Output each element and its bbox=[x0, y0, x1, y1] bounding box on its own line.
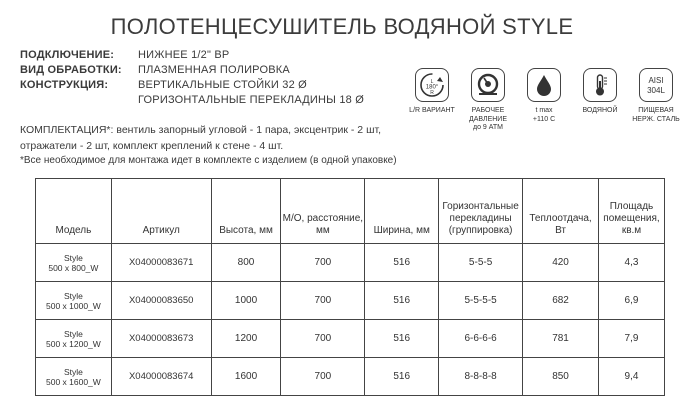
cell-heat: 850 bbox=[523, 358, 599, 396]
spec-label: КОНСТРУКЦИЯ: bbox=[20, 79, 109, 91]
table-row bbox=[36, 282, 665, 320]
feature-caption: L/R ВАРИАНТ bbox=[409, 107, 455, 114]
feature-tmax bbox=[518, 68, 570, 124]
spec-finish bbox=[20, 63, 364, 78]
column-header: Высота, мм bbox=[211, 179, 281, 244]
specs-block bbox=[20, 48, 364, 108]
spec-construction bbox=[20, 78, 364, 108]
feature-pressure bbox=[462, 68, 514, 133]
cell-area: 6,9 bbox=[599, 282, 665, 320]
column-header: Горизонтальные перекладины (группировка) bbox=[439, 179, 523, 244]
cell-heat: 420 bbox=[523, 244, 599, 282]
cell-model: Style 500 x 1000_W bbox=[36, 282, 112, 320]
footnote: *Все необходимое для монтажа идет в комплекте с изделием (в одной упаковке) bbox=[20, 155, 397, 166]
cell-height: 1000 bbox=[211, 282, 281, 320]
feature-caption: РАБОЧЕЕ ДАВЛЕНИЕ до 9 АТМ bbox=[468, 107, 508, 131]
feature-steel bbox=[630, 68, 682, 124]
cell-mo: 700 bbox=[281, 358, 365, 396]
cell-width: 516 bbox=[365, 282, 439, 320]
cell-area: 4,3 bbox=[599, 244, 665, 282]
rotate-180-icon bbox=[415, 68, 449, 102]
cell-article: X04000083650 bbox=[111, 282, 211, 320]
svg-text:AISI: AISI bbox=[648, 76, 664, 85]
cell-bars: 5-5-5-5 bbox=[439, 282, 523, 320]
svg-text:180°: 180° bbox=[425, 84, 439, 91]
page-title: ПОЛОТЕНЦЕСУШИТЕЛЬ ВОДЯНОЙ STYLE bbox=[110, 14, 574, 39]
cell-bars: 6-6-6-6 bbox=[439, 320, 523, 358]
column-header: Модель bbox=[36, 179, 112, 244]
svg-text:L: L bbox=[430, 79, 434, 85]
cell-model: Style 500 x 1200_W bbox=[36, 320, 112, 358]
cell-article: X04000083674 bbox=[111, 358, 211, 396]
cell-area: 9,4 bbox=[599, 358, 665, 396]
komplektacia-text: КОМПЛЕКТАЦИЯ*: вентиль запорный угловой - 1 пара, эксцентрик - 2 шт, отражатели - 2 шт, комплект креплений к стене - 4 шт. bbox=[20, 124, 382, 152]
feature-caption: ВОДЯНОЙ bbox=[582, 107, 618, 114]
steel-label-icon bbox=[639, 68, 673, 102]
cell-mo: 700 bbox=[281, 282, 365, 320]
feature-icons bbox=[404, 68, 680, 148]
cell-height: 800 bbox=[211, 244, 281, 282]
cell-article: X04000083671 bbox=[111, 244, 211, 282]
cell-heat: 682 bbox=[523, 282, 599, 320]
spec-table bbox=[35, 178, 665, 396]
cell-bars: 8-8-8-8 bbox=[439, 358, 523, 396]
cell-heat: 781 bbox=[523, 320, 599, 358]
pressure-gauge-icon bbox=[471, 68, 505, 102]
cell-bars: 5-5-5 bbox=[439, 244, 523, 282]
spec-value: НИЖНЕЕ 1/2" ВР bbox=[138, 49, 230, 61]
cell-width: 516 bbox=[365, 320, 439, 358]
table-row bbox=[36, 244, 665, 282]
spec-label: ВИД ОБРАБОТКИ: bbox=[20, 64, 122, 76]
cell-area: 7,9 bbox=[599, 320, 665, 358]
table-header-row bbox=[36, 179, 665, 244]
cell-height: 1600 bbox=[211, 358, 281, 396]
table-row bbox=[36, 320, 665, 358]
spec-value: ВЕРТИКАЛЬНЫЕ СТОЙКИ 32 Ø ГОРИЗОНТАЛЬНЫЕ ПЕРЕКЛАДИНЫ 18 Ø bbox=[138, 79, 364, 106]
cell-article: X04000083673 bbox=[111, 320, 211, 358]
thermometer-icon bbox=[583, 68, 617, 102]
column-header: Ширина, мм bbox=[365, 179, 439, 244]
cell-mo: 700 bbox=[281, 244, 365, 282]
cell-model: Style 500 x 1600_W bbox=[36, 358, 112, 396]
cell-mo: 700 bbox=[281, 320, 365, 358]
feature-caption: t max +110 С bbox=[532, 107, 556, 123]
spec-label: ПОДКЛЮЧЕНИЕ: bbox=[20, 49, 115, 61]
column-header: Площадь помещения, кв.м bbox=[599, 179, 665, 244]
feature-water bbox=[574, 68, 626, 116]
svg-text:304L: 304L bbox=[647, 86, 665, 95]
feature-caption: ПИЩЕВАЯ НЕРЖ. СТАЛЬ bbox=[632, 107, 680, 123]
cell-height: 1200 bbox=[211, 320, 281, 358]
feature-lr bbox=[406, 68, 458, 116]
cell-width: 516 bbox=[365, 244, 439, 282]
cell-model: Style 500 x 800_W bbox=[36, 244, 112, 282]
water-drop-icon bbox=[527, 68, 561, 102]
svg-text:R: R bbox=[430, 90, 434, 96]
column-header: М/О, расстояние, мм bbox=[281, 179, 365, 244]
cell-width: 516 bbox=[365, 358, 439, 396]
column-header: Теплоотдача, Вт bbox=[523, 179, 599, 244]
spec-connection bbox=[20, 48, 364, 63]
column-header: Артикул bbox=[111, 179, 211, 244]
table-row bbox=[36, 358, 665, 396]
spec-value: ПЛАЗМЕННАЯ ПОЛИРОВКА bbox=[138, 64, 290, 76]
